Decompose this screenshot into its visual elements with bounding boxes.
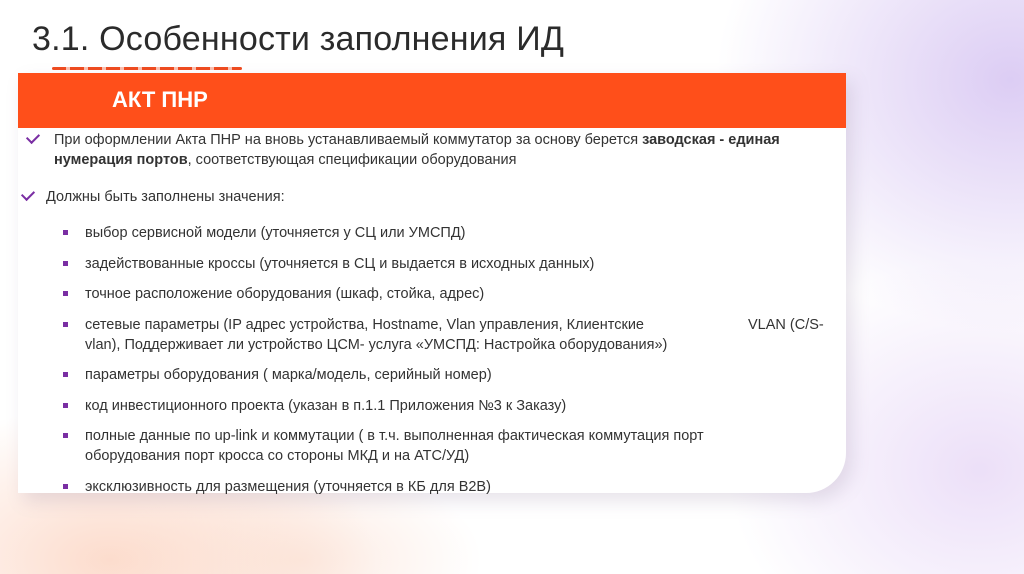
sub-item-6: код инвестиционного проекта (указан в п.1.1 Приложения №3 к Заказу)	[85, 398, 567, 414]
sub-item-3: точное расположение оборудования (шкаф, стойка, адрес)	[85, 286, 485, 302]
square-bullet-icon	[63, 433, 68, 438]
check-item-2: Должны быть заполнены значения:	[46, 189, 285, 205]
title-underline	[52, 67, 242, 70]
check-item-1-line-1: При оформлении Акта ПНР на вновь устанавливаемый коммутатор за основу берется заводская - единая	[54, 132, 780, 148]
sub-item-1: выбор сервисной модели (уточняется у СЦ или УМСПД)	[85, 225, 466, 241]
square-bullet-icon	[63, 291, 68, 296]
sub-item-7-line-1: полные данные по up-link и коммутации ( в т.ч. выполненная фактическая коммутация порт	[85, 428, 704, 444]
square-bullet-icon	[63, 261, 68, 266]
square-bullet-icon	[63, 484, 68, 489]
sub-item-5: параметры оборудования ( марка/модель, серийный номер)	[85, 367, 492, 383]
check-item-1-line-2: нумерация портов, соответствующая спецификации оборудования	[54, 152, 517, 168]
sub-item-7-line-2: оборудования порт кросса со стороны МКД и на АТС/УД)	[85, 448, 470, 464]
slide-title: 3.1. Особенности заполнения ИД	[32, 20, 565, 58]
sub-item-8: эксклюзивность для размещения (уточняется в КБ для B2B)	[85, 479, 491, 495]
sub-item-2: задействованные кроссы (уточняется в СЦ и выдается в исходных данных)	[85, 256, 595, 272]
square-bullet-icon	[63, 403, 68, 408]
section-banner	[18, 73, 846, 128]
sub-item-4-line-1-right: VLAN (C/S-	[748, 317, 824, 333]
square-bullet-icon	[63, 372, 68, 377]
sub-item-4-line-2: vlan), Поддерживает ли устройство ЦСМ- услуга «УМСПД: Настройка оборудования»)	[85, 337, 668, 353]
square-bullet-icon	[63, 230, 68, 235]
sub-item-4-line-1: сетевые параметры (IP адрес устройства, Hostname, Vlan управления, Клиентские	[85, 317, 644, 333]
banner-title: АКТ ПНР	[112, 87, 208, 112]
square-bullet-icon	[63, 322, 68, 327]
